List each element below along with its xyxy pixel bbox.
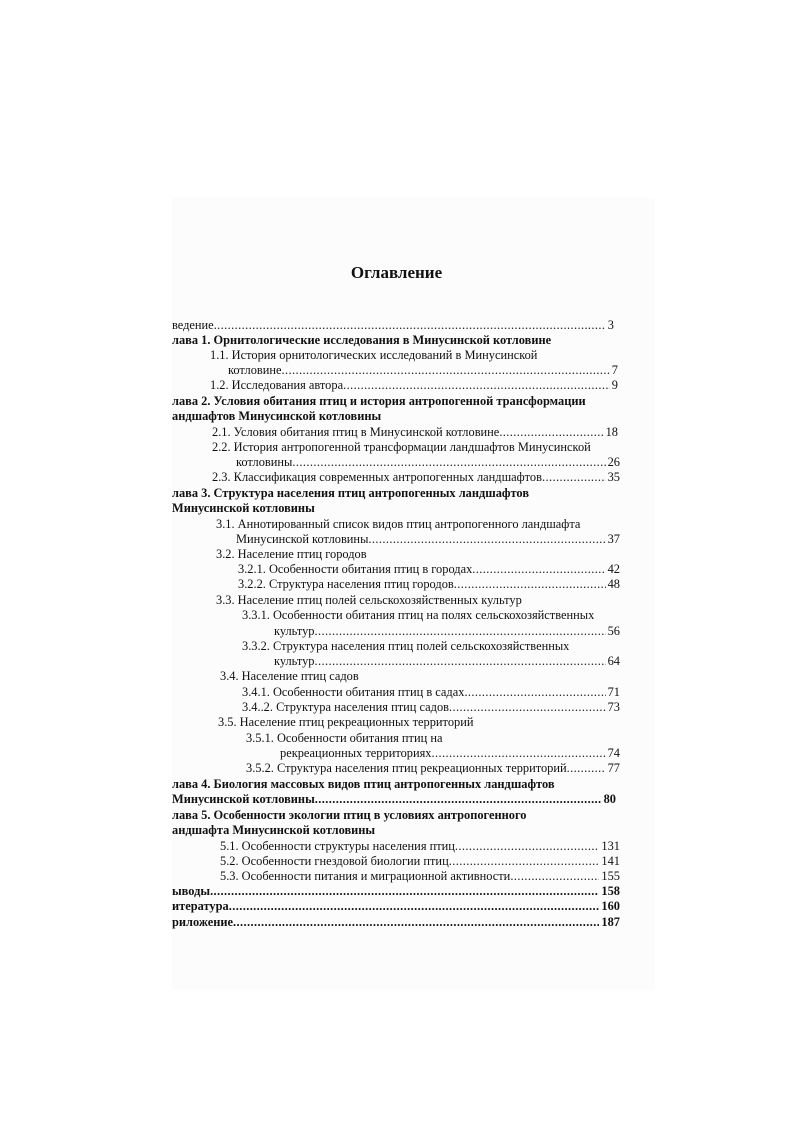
toc-page-number: 141 [601,854,620,868]
dot-leader [368,532,605,547]
toc-entry-title: лава 2. Условия обитания птиц и история антропогенной трансформации [172,394,586,408]
toc-page-number: 64 [607,654,620,668]
toc-entry-title: 2.2. История антропогенной трансформации ландшафтов Минусинской [212,440,591,454]
toc-page-number: 187 [601,915,620,929]
toc-entry [210,378,618,393]
toc-entry-title: 3.5. Население птиц рекреационных территорий [218,715,474,729]
toc-entry-title: 5.1. Особенности структуры населения птиц [220,839,455,853]
toc-entry-title: котловины [236,455,293,469]
toc-entry-title: 3.5.1. Особенности обитания птиц на [246,731,443,745]
toc-page-number: 26 [607,455,620,469]
toc-entry-title: 3.4. Население птиц садов [220,669,359,683]
toc-entry-title: 2.3. Классификация современных антропогенных ландшафтов [212,470,542,484]
toc-entry-title: ведение [172,318,214,332]
toc-entry-title: андшафта Минусинской котловины [172,823,376,837]
toc-entry [280,746,620,761]
toc-page-number: 7 [611,363,618,377]
page-title: Оглавление [350,263,443,282]
toc-entry [246,731,620,746]
toc-entry [220,869,620,884]
toc-entry-title: 5.3. Особенности питания и миграционной активности [220,869,511,883]
toc-entry-title: 3.2. Население птиц городов [216,547,367,561]
toc-entry-title: 1.2. Исследования автора [210,378,344,392]
toc-entry-title: 3.1. Аннотированный список видов птиц антропогенного ландшафта [216,517,581,531]
toc-entry-title: риложение [172,915,233,929]
dot-leader [432,746,606,761]
toc-entry-title: лава 1. Орнитологические исследования в Минусинской котловине [172,333,552,347]
toc-entry-title: Минусинской котловины [172,501,315,515]
toc-entry-title: лава 5. Особенности экологии птиц в условиях антропогенного [172,808,527,822]
toc-entry [172,333,614,348]
toc-entry-title: 2.1. Условия обитания птиц в Минусинской котловине [212,425,500,439]
toc-page-number: 42 [607,562,620,576]
toc-entry-title: 3.2.2. Структура населения птиц городов [238,577,454,591]
toc-page-number: 160 [601,899,620,913]
toc-entry [172,899,620,914]
toc-entry-title: культур [274,654,315,668]
toc-entry [220,839,620,854]
toc-entry [212,470,620,485]
toc-entry-title: 3.4.1. Особенности обитания птиц в садах [242,685,465,699]
toc-entry-title: лава 3. Структура населения птиц антропогенных ландшафтов [172,486,530,500]
dot-leader [343,378,610,393]
toc-entry [212,425,618,440]
toc-entry-title: рекреационных территориях [280,746,432,760]
toc-entry-title: 5.2. Особенности гнездовой биологии птиц [220,854,449,868]
toc-entry [218,715,620,730]
toc-page-number: 48 [607,577,620,591]
dot-leader [542,470,606,485]
toc-entry-title: 3.3. Население птиц полей сельскохозяйственных культур [216,593,522,607]
dot-leader [214,318,606,333]
toc-entry-title: итература [172,899,229,913]
toc-page-number: 158 [601,884,620,898]
toc-entry [172,501,620,516]
dot-leader [449,854,600,869]
toc-entry [236,532,620,547]
toc-entry [228,363,618,378]
toc-entry [172,808,620,823]
toc-entry [216,547,620,562]
toc-entry [172,777,620,792]
toc-entry-title: 3.5.2. Структура населения птиц рекреационных территорий [246,761,567,775]
toc-entry [172,409,618,424]
toc-entry [220,854,620,869]
toc-page-number: 155 [601,869,620,883]
toc-entry [274,654,620,669]
dot-leader [315,654,606,669]
dot-leader [282,363,610,378]
toc-entry-title: котловине [228,363,282,377]
dot-leader [454,577,606,592]
toc-entry-title: лава 4. Биология массовых видов птиц антропогенных ландшафтов [172,777,555,791]
toc-entry [238,577,620,592]
toc-entry [216,517,620,532]
toc-entry [242,685,620,700]
toc-entry-title: Минусинской котловины [172,792,315,806]
toc-entry [238,562,620,577]
dot-leader [229,899,600,914]
toc-entry [212,440,618,455]
toc-page-number: 18 [605,425,618,439]
toc-entry [172,486,620,501]
toc-entry-title: 1.1. История орнитологических исследований в Минусинской [210,348,538,362]
toc-entry-title: 3.3.1. Особенности обитания птиц на полях сельскохозяйственных [242,608,595,622]
toc-entry [172,394,618,409]
toc-entry-title: ыводы [172,884,211,898]
toc-entry-title: 3.2.1. Особенности обитания птиц в городах [238,562,473,576]
toc-page-number: 131 [601,839,620,853]
toc-entry [236,455,620,470]
toc-page-number: 9 [611,378,618,392]
toc-entry [210,348,614,363]
dot-leader [567,761,606,776]
dot-leader [315,792,602,807]
toc-page-number: 3 [607,318,614,332]
toc-entry [242,700,620,715]
toc-entry [274,624,620,639]
dot-leader [464,685,605,700]
dot-leader [510,869,599,884]
dot-leader [210,884,599,899]
toc-entry-title: 3.4..2. Структура населения птиц садов [242,700,449,714]
toc-entry [172,915,620,930]
toc-page-number: 37 [607,532,620,546]
dot-leader [455,839,599,854]
toc-page-number: 73 [607,700,620,714]
toc-page-number: 77 [607,761,620,775]
toc-entry [172,792,616,807]
toc-entry [246,761,620,776]
toc-page-number: 56 [607,624,620,638]
dot-leader [472,562,605,577]
toc-entry-title: Минусинской котловины [236,532,369,546]
toc-page-number: 74 [607,746,620,760]
toc-entry [242,608,620,623]
dot-leader [233,915,599,930]
toc-entry [172,823,620,838]
dot-leader [292,455,605,470]
toc-entry [220,669,620,684]
toc-page-number: 35 [607,470,620,484]
toc-entry-title: андшафтов Минусинской котловины [172,409,382,423]
toc-entry [172,318,614,333]
toc-page-number: 71 [607,685,620,699]
dot-leader [449,700,606,715]
toc-entry [242,639,620,654]
toc-entry-title: 3.3.2. Структура населения птиц полей сельскохозяйственных [242,639,570,653]
dot-leader [315,624,606,639]
toc-entry [172,884,620,899]
toc-entry-title: культур [274,624,315,638]
toc-page-number: 80 [603,792,616,806]
dot-leader [499,425,603,440]
toc-entry [216,593,620,608]
